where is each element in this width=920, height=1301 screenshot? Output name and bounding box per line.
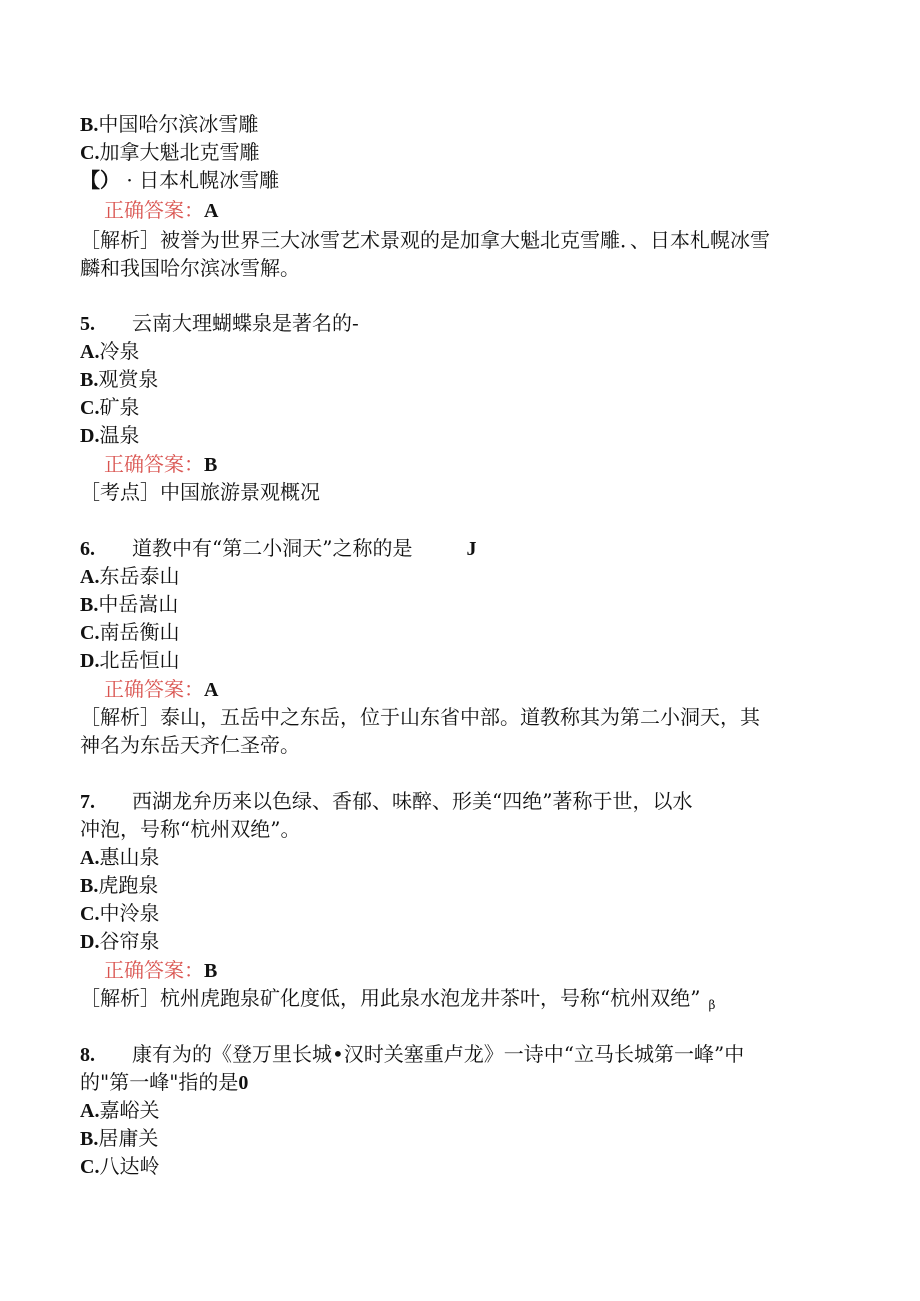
q5-note: ［考点］中国旅游景观概况 [80, 480, 320, 504]
q4-option-b: B.中国哈尔滨冰雪雕 [80, 112, 259, 136]
q8-option-b: B.居庸关 [80, 1126, 159, 1150]
q6-option-c: C.南岳衡山 [80, 620, 180, 644]
q5-stem: 5. 云南大理蝴蝶泉是著名的- [80, 311, 359, 335]
q4-answer: 正确答案：A [104, 198, 219, 222]
q8-stem-line1: 8. 康有为的《登万里长城•汉时关塞重卢龙》一诗中“立马长城第一峰”中 [80, 1042, 745, 1066]
q7-option-c: C.中泠泉 [80, 901, 160, 925]
q7-explanation: ［解析］杭州虎跑泉矿化度低，用此泉水泡龙井茶叶，号称“杭州双绝” $_\beta$ [80, 986, 716, 1012]
q6-explanation-line2: 神名为东岳天齐仁圣帝。 [80, 733, 300, 757]
q7-option-d: D.谷帘泉 [80, 929, 160, 953]
q6-answer: 正确答案：A [104, 677, 219, 701]
q4-explanation-line2: 麟和我国哈尔滨冰雪解。 [80, 256, 300, 280]
q6-option-a: A.东岳泰山 [80, 564, 180, 588]
q6-stem: 6. 道教中有“第二小洞天”之称的是 J [80, 536, 477, 560]
q8-option-c: C.八达岭 [80, 1154, 160, 1178]
q7-stem-line1: 7. 西湖龙弁历来以色绿、香郁、味醉、形美“四绝”著称于世，以水 [80, 789, 693, 813]
q6-explanation-line1: ［解析］泰山，五岳中之东岳，位于山东省中部。道教称其为第二小洞天，其 [80, 705, 760, 729]
q7-answer: 正确答案：B [104, 958, 218, 982]
q5-option-c: C.矿泉 [80, 395, 140, 419]
q7-option-b: B.虎跑泉 [80, 873, 159, 897]
q6-option-b: B.中岳嵩山 [80, 592, 179, 616]
q7-stem-line2: 冲泡，号称“杭州双绝”。 [80, 817, 301, 841]
q8-stem-line2: 的"第一峰"指的是0 [80, 1070, 249, 1094]
q5-option-b: B.观赏泉 [80, 367, 159, 391]
q8-option-a: A.嘉峪关 [80, 1098, 160, 1122]
q4-option-c: C.加拿大魁北克雪雕 [80, 140, 260, 164]
q7-option-a: A.惠山泉 [80, 845, 160, 869]
q5-option-d: D.温泉 [80, 423, 140, 447]
q5-answer: 正确答案：B [104, 452, 218, 476]
q6-option-d: D.北岳恒山 [80, 648, 180, 672]
q4-option-d: 【） · 日本札幌冰雪雕 [80, 168, 280, 192]
q5-option-a: A.冷泉 [80, 339, 140, 363]
q4-explanation-line1: ［解析］被誉为世界三大冰雪艺术景观的是加拿大魁北克雪雕．、日本札幌冰雪 [80, 228, 770, 252]
